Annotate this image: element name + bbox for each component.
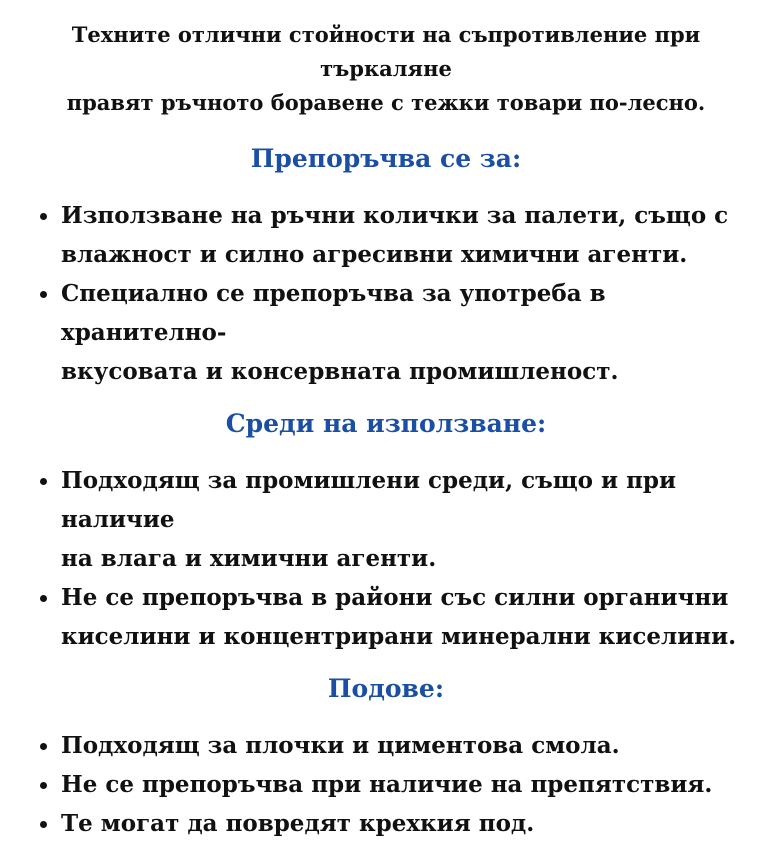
list-item-text: Специално се препоръчва за употреба в хранително- bbox=[61, 280, 606, 346]
list-item bbox=[40, 461, 748, 578]
list-item-text: на влага и химични агенти. bbox=[61, 545, 437, 572]
list-item-text: вкусовата и консервната промишленост. bbox=[61, 358, 619, 385]
bullet-icon bbox=[40, 743, 47, 750]
bullet-icon bbox=[40, 291, 47, 298]
intro-line: правят ръчното боравене с тежки товари по-лесно. bbox=[66, 90, 706, 115]
list-item-text: Не се препоръчва в райони със силни органични bbox=[61, 584, 729, 611]
list-item bbox=[40, 274, 748, 391]
bullet-icon bbox=[40, 821, 47, 828]
environments-list bbox=[24, 461, 748, 656]
list-item-text: Подходящ за плочки и циментова смола. bbox=[61, 732, 620, 759]
list-item-text: Използване на ръчни колички за палети, също с bbox=[61, 202, 729, 229]
intro-paragraph bbox=[24, 18, 748, 120]
section-heading-floors: Подове: bbox=[327, 674, 445, 703]
bullet-icon bbox=[40, 213, 47, 220]
bullet-icon bbox=[40, 782, 47, 789]
recommended-list bbox=[24, 196, 748, 391]
bullet-icon bbox=[40, 595, 47, 602]
list-item bbox=[40, 765, 748, 804]
list-item bbox=[40, 196, 748, 274]
list-item bbox=[40, 578, 748, 656]
bullet-icon bbox=[40, 478, 47, 485]
list-item-text: киселини и концентрирани минерални киселини. bbox=[61, 623, 737, 650]
list-item-text: влажност и силно агресивни химични агенти. bbox=[61, 241, 688, 268]
floors-list bbox=[24, 726, 748, 843]
list-item bbox=[40, 804, 748, 843]
list-item-text: Подходящ за промишлени среди, също и при наличие bbox=[61, 467, 677, 533]
section-heading-recommended: Препоръчва се за: bbox=[250, 144, 522, 173]
section-heading-environments: Среди на използване: bbox=[225, 409, 547, 438]
list-item-text: Те могат да повредят крехкия под. bbox=[61, 810, 535, 837]
list-item-text: Не се препоръчва при наличие на препятствия. bbox=[61, 771, 713, 798]
intro-line: Техните отлични стойности на съпротивление при търкаляне bbox=[71, 22, 701, 81]
list-item bbox=[40, 726, 748, 765]
